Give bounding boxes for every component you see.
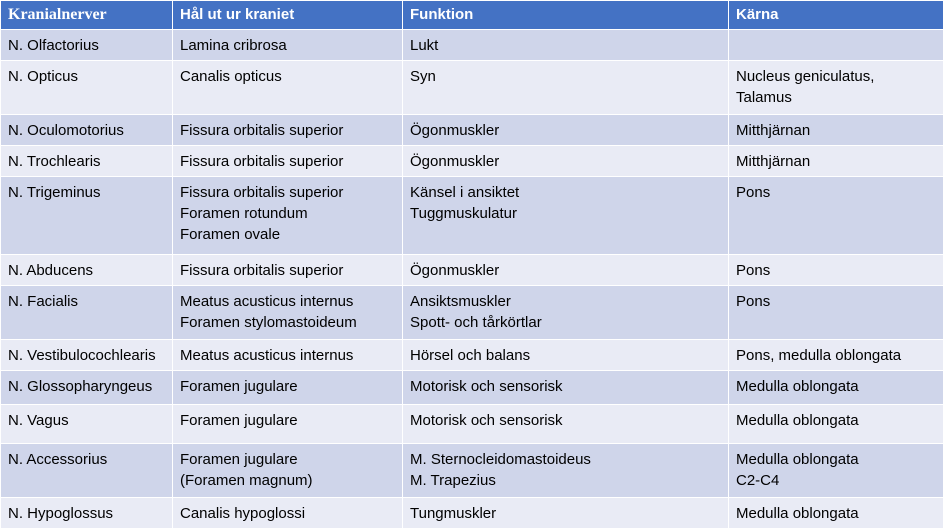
cell-text: Fissura orbitalis superior [180,262,344,279]
nerve-cell [1,115,173,146]
function-cell [403,177,729,255]
cell-text: N. Vestibulocochlearis [8,347,156,364]
nucleus-cell [729,146,943,177]
cell-text: Lukt [410,37,439,54]
nucleus-cell [729,255,943,286]
function-cell [403,498,729,529]
cell-text: Fissura orbitalis superior [180,153,344,170]
header-function: Funktion [403,1,729,30]
cell-text: Motorisk och sensorisk [410,378,563,395]
nucleus-cell [729,115,943,146]
cell-text: N. Trigeminus [8,184,101,201]
cell-text: Pons [736,293,771,310]
cell-text: Foramen rotundum [180,205,308,222]
table-row [1,30,943,61]
header-nerve: Kranialnerver [1,1,173,30]
cell-text: Medulla oblongata [736,378,859,395]
cell-text: N. Facialis [8,293,79,310]
cell-text: C2-C4 [736,472,780,489]
header-foramen: Hål ut ur kraniet [173,1,403,30]
nucleus-cell [729,30,943,61]
cell-text: Tungmuskler [410,505,497,522]
cell-text: N. Vagus [8,412,69,429]
cell-text: N. Opticus [8,68,79,85]
function-cell [403,115,729,146]
nerve-cell [1,61,173,115]
table-row [1,255,943,286]
cell-text: Nucleus geniculatus, [736,68,875,85]
cell-text: Ansiktsmuskler [410,293,511,310]
foramen-cell [173,177,403,255]
foramen-cell [173,405,403,444]
cell-text: Syn [410,68,436,85]
foramen-cell [173,255,403,286]
function-cell [403,255,729,286]
table-row [1,146,943,177]
function-cell [403,30,729,61]
nerve-cell [1,30,173,61]
cell-text: Pons [736,262,771,279]
foramen-cell [173,340,403,371]
foramen-cell [173,146,403,177]
nerve-cell [1,286,173,340]
nucleus-cell [729,498,943,529]
nerve-cell [1,177,173,255]
table-row [1,286,943,340]
nerve-cell [1,444,173,498]
foramen-cell [173,371,403,405]
cell-text: Medulla oblongata [736,505,859,522]
cell-text: N. Oculomotorius [8,122,124,139]
foramen-cell [173,30,403,61]
foramen-cell [173,115,403,146]
cell-text: Talamus [736,89,792,106]
cell-text: Foramen ovale [180,226,281,243]
nerve-cell [1,498,173,529]
foramen-cell [173,61,403,115]
nucleus-cell [729,340,943,371]
cell-text: Känsel i ansiktet [410,184,520,201]
cell-text: Foramen stylomastoideum [180,314,357,331]
cell-text: Pons [736,184,771,201]
table-row [1,61,943,115]
function-cell [403,405,729,444]
foramen-cell [173,444,403,498]
nucleus-cell [729,286,943,340]
table-row [1,498,943,529]
cell-text: M. Trapezius [410,472,496,489]
function-cell [403,146,729,177]
cell-text: N. Abducens [8,262,94,279]
table-row [1,340,943,371]
function-cell [403,286,729,340]
cell-text: Foramen jugulare [180,378,298,395]
foramen-cell [173,286,403,340]
table-body [1,30,943,529]
cell-text: Ögonmuskler [410,153,500,170]
table-row [1,444,943,498]
function-cell [403,340,729,371]
cell-text: Foramen jugulare [180,451,298,468]
nucleus-cell [729,405,943,444]
cell-text: Spott- och tårkörtlar [410,314,542,331]
cell-text: Tuggmuskulatur [410,205,517,222]
table-row [1,115,943,146]
nucleus-cell [729,371,943,405]
cell-text: Meatus acusticus internus [180,347,354,364]
nerve-cell [1,146,173,177]
nucleus-cell [729,61,943,115]
foramen-cell [173,498,403,529]
cell-text: Canalis opticus [180,68,282,85]
cell-text: (Foramen magnum) [180,472,313,489]
table-header-row [1,1,943,30]
nucleus-cell [729,444,943,498]
cell-text: Lamina cribrosa [180,37,287,54]
header-nucleus: Kärna [729,1,943,30]
table-row [1,371,943,405]
cell-text: Meatus acusticus internus [180,293,354,310]
cell-text: Fissura orbitalis superior [180,122,344,139]
cell-text: Mitthjärnan [736,122,811,139]
nerve-cell [1,405,173,444]
nerve-cell [1,340,173,371]
function-cell [403,61,729,115]
cell-text: Hörsel och balans [410,347,531,364]
cell-text: Medulla oblongata [736,451,859,468]
nerve-cell [1,255,173,286]
cell-text: N. Glossopharyngeus [8,378,153,395]
cell-text: Ögonmuskler [410,122,500,139]
cell-text: Pons, medulla oblongata [736,347,902,364]
cell-text: N. Accessorius [8,451,108,468]
table-row [1,177,943,255]
function-cell [403,444,729,498]
cell-text: Motorisk och sensorisk [410,412,563,429]
nerve-cell [1,371,173,405]
cell-text: Medulla oblongata [736,412,859,429]
cell-text: N. Olfactorius [8,37,99,54]
nucleus-cell [729,177,943,255]
cell-text: N. Trochlearis [8,153,101,170]
cell-text: Fissura orbitalis superior [180,184,344,201]
cell-text: Ögonmuskler [410,262,500,279]
cell-text: Canalis hypoglossi [180,505,306,522]
cell-text: Foramen jugulare [180,412,298,429]
cell-text: M. Sternocleidomastoideus [410,451,591,468]
table-row [1,405,943,444]
cell-text: Mitthjärnan [736,153,811,170]
function-cell [403,371,729,405]
cell-text: N. Hypoglossus [8,505,114,522]
